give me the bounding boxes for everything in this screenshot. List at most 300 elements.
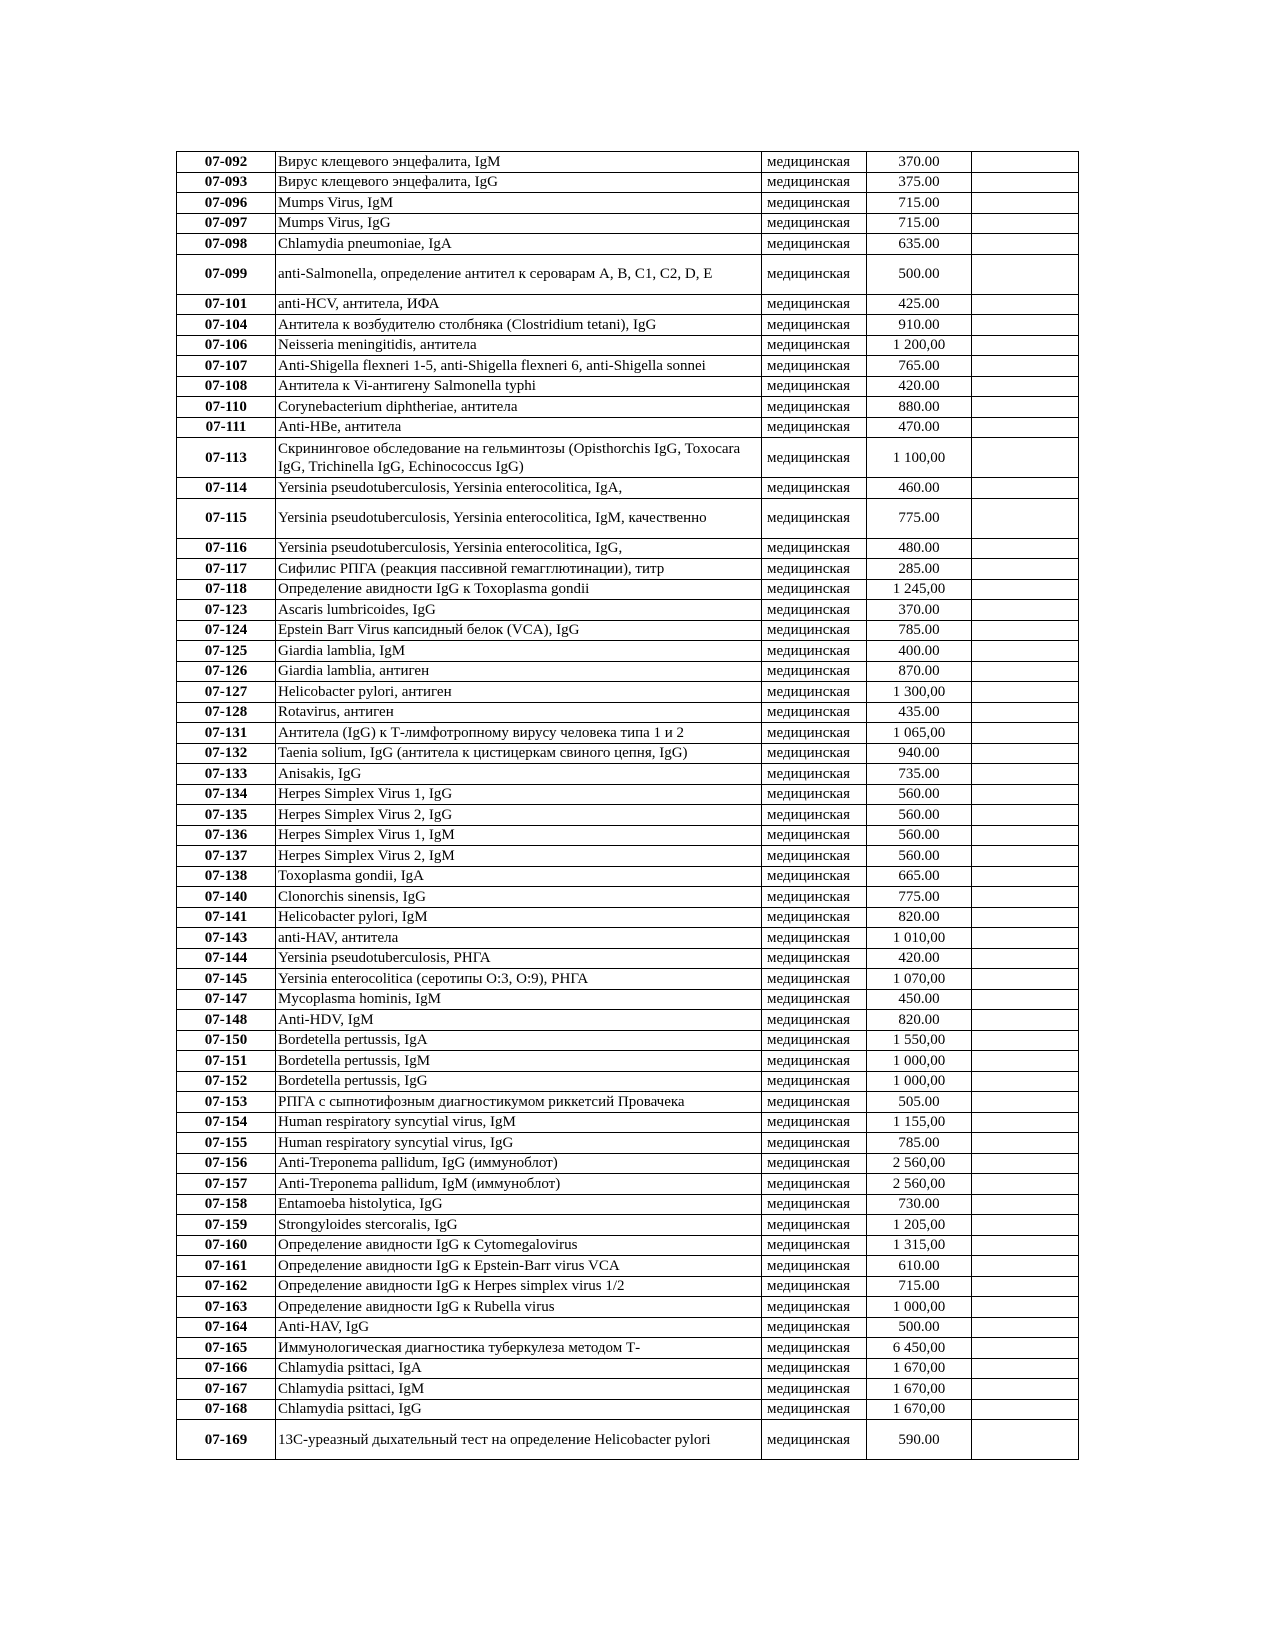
empty-cell xyxy=(972,600,1079,621)
service-code-cell: 07-107 xyxy=(177,356,276,377)
service-type-cell: медицинская xyxy=(762,1379,867,1400)
empty-cell xyxy=(972,1174,1079,1195)
service-code-cell: 07-134 xyxy=(177,784,276,805)
service-code-cell: 07-093 xyxy=(177,172,276,193)
service-code-cell: 07-096 xyxy=(177,193,276,214)
empty-cell xyxy=(972,1276,1079,1297)
service-price-cell: 1 670,00 xyxy=(867,1379,972,1400)
service-code-cell: 07-099 xyxy=(177,254,276,294)
service-name-cell: anti-HCV, антитела, ИФА xyxy=(276,294,762,315)
service-type-cell: медицинская xyxy=(762,376,867,397)
service-type-cell: медицинская xyxy=(762,1338,867,1359)
service-name-cell: Определение авидности IgG к Cytomegalovirus xyxy=(276,1235,762,1256)
service-name-cell: Bordetella pertussis, IgM xyxy=(276,1051,762,1072)
service-type-cell: медицинская xyxy=(762,1092,867,1113)
service-name-cell: Human respiratory syncytial virus, IgG xyxy=(276,1133,762,1154)
table-row xyxy=(177,397,1079,418)
service-code-cell: 07-152 xyxy=(177,1071,276,1092)
service-name-cell: Yersinia pseudotuberculosis, Yersinia enterocolitica, IgA, xyxy=(276,478,762,499)
empty-cell xyxy=(972,702,1079,723)
service-type-cell: медицинская xyxy=(762,784,867,805)
table-row xyxy=(177,1297,1079,1318)
service-type-cell: медицинская xyxy=(762,764,867,785)
service-type-cell: медицинская xyxy=(762,254,867,294)
service-price-cell: 1 010,00 xyxy=(867,928,972,949)
service-type-cell: медицинская xyxy=(762,702,867,723)
empty-cell xyxy=(972,1215,1079,1236)
empty-cell xyxy=(972,1112,1079,1133)
service-price-cell: 400.00 xyxy=(867,641,972,662)
service-price-cell: 1 205,00 xyxy=(867,1215,972,1236)
empty-cell xyxy=(972,1010,1079,1031)
service-price-cell: 285.00 xyxy=(867,559,972,580)
empty-cell xyxy=(972,193,1079,214)
service-code-cell: 07-165 xyxy=(177,1338,276,1359)
table-row xyxy=(177,723,1079,744)
service-price-cell: 715.00 xyxy=(867,213,972,234)
service-code-cell: 07-156 xyxy=(177,1153,276,1174)
service-name-cell: Anti-HDV, IgM xyxy=(276,1010,762,1031)
table-row xyxy=(177,1010,1079,1031)
service-price-cell: 940.00 xyxy=(867,743,972,764)
service-code-cell: 07-136 xyxy=(177,825,276,846)
service-price-cell: 1 670,00 xyxy=(867,1399,972,1420)
table-row xyxy=(177,579,1079,600)
service-name-cell: Определение авидности IgG к Epstein-Barr virus VCA xyxy=(276,1256,762,1277)
service-type-cell: медицинская xyxy=(762,1133,867,1154)
service-code-cell: 07-141 xyxy=(177,907,276,928)
service-price-cell: 6 450,00 xyxy=(867,1338,972,1359)
empty-cell xyxy=(972,846,1079,867)
empty-cell xyxy=(972,928,1079,949)
service-type-cell: медицинская xyxy=(762,1174,867,1195)
service-code-cell: 07-110 xyxy=(177,397,276,418)
service-price-cell: 730.00 xyxy=(867,1194,972,1215)
empty-cell xyxy=(972,1133,1079,1154)
service-type-cell: медицинская xyxy=(762,213,867,234)
service-price-cell: 1 000,00 xyxy=(867,1071,972,1092)
service-name-cell: anti-HAV, антитела xyxy=(276,928,762,949)
table-row xyxy=(177,1399,1079,1420)
service-type-cell: медицинская xyxy=(762,969,867,990)
service-price-cell: 820.00 xyxy=(867,1010,972,1031)
service-type-cell: медицинская xyxy=(762,743,867,764)
service-code-cell: 07-125 xyxy=(177,641,276,662)
service-name-cell: Скрининговое обследование на гельминтозы (Opisthorchis IgG, Toxocara IgG, Trichinella IgG, Echinococcus IgG) xyxy=(276,438,762,478)
table-row xyxy=(177,764,1079,785)
service-type-cell: медицинская xyxy=(762,538,867,559)
service-code-cell: 07-137 xyxy=(177,846,276,867)
service-price-cell: 910.00 xyxy=(867,315,972,336)
price-list-body xyxy=(177,152,1079,1460)
service-name-cell: Epstein Barr Virus капсидный белок (VCA), IgG xyxy=(276,620,762,641)
table-row xyxy=(177,152,1079,173)
empty-cell xyxy=(972,805,1079,826)
empty-cell xyxy=(972,1092,1079,1113)
service-code-cell: 07-123 xyxy=(177,600,276,621)
empty-cell xyxy=(972,948,1079,969)
service-price-cell: 785.00 xyxy=(867,1133,972,1154)
service-type-cell: медицинская xyxy=(762,335,867,356)
table-row xyxy=(177,928,1079,949)
empty-cell xyxy=(972,1297,1079,1318)
service-name-cell: Yersinia pseudotuberculosis, Yersinia enterocolitica, IgM, качественно xyxy=(276,498,762,538)
table-row xyxy=(177,1030,1079,1051)
service-type-cell: медицинская xyxy=(762,417,867,438)
service-price-cell: 375.00 xyxy=(867,172,972,193)
service-type-cell: медицинская xyxy=(762,315,867,336)
service-code-cell: 07-155 xyxy=(177,1133,276,1154)
service-type-cell: медицинская xyxy=(762,438,867,478)
service-price-cell: 420.00 xyxy=(867,948,972,969)
empty-cell xyxy=(972,356,1079,377)
service-price-cell: 610.00 xyxy=(867,1256,972,1277)
service-code-cell: 07-114 xyxy=(177,478,276,499)
service-price-cell: 425.00 xyxy=(867,294,972,315)
service-price-cell: 775.00 xyxy=(867,887,972,908)
service-code-cell: 07-159 xyxy=(177,1215,276,1236)
service-code-cell: 07-160 xyxy=(177,1235,276,1256)
service-price-cell: 635.00 xyxy=(867,234,972,255)
service-name-cell: Anti-Treponema pallidum, IgG (иммуноблот) xyxy=(276,1153,762,1174)
service-price-cell: 370.00 xyxy=(867,152,972,173)
empty-cell xyxy=(972,989,1079,1010)
empty-cell xyxy=(972,376,1079,397)
table-row xyxy=(177,172,1079,193)
service-type-cell: медицинская xyxy=(762,579,867,600)
empty-cell xyxy=(972,1235,1079,1256)
empty-cell xyxy=(972,417,1079,438)
empty-cell xyxy=(972,1358,1079,1379)
service-type-cell: медицинская xyxy=(762,193,867,214)
empty-cell xyxy=(972,397,1079,418)
table-row xyxy=(177,1153,1079,1174)
service-type-cell: медицинская xyxy=(762,1399,867,1420)
service-code-cell: 07-154 xyxy=(177,1112,276,1133)
service-name-cell: Helicobacter pylori, антиген xyxy=(276,682,762,703)
service-code-cell: 07-117 xyxy=(177,559,276,580)
service-name-cell: Neisseria meningitidis, антитела xyxy=(276,335,762,356)
service-name-cell: Chlamydia psittaci, IgM xyxy=(276,1379,762,1400)
service-price-cell: 370.00 xyxy=(867,600,972,621)
service-name-cell: Определение авидности IgG к Rubella virus xyxy=(276,1297,762,1318)
service-type-cell: медицинская xyxy=(762,559,867,580)
service-code-cell: 07-138 xyxy=(177,866,276,887)
service-name-cell: Strongyloides stercoralis, IgG xyxy=(276,1215,762,1236)
service-code-cell: 07-101 xyxy=(177,294,276,315)
empty-cell xyxy=(972,315,1079,336)
table-row xyxy=(177,1112,1079,1133)
empty-cell xyxy=(972,1379,1079,1400)
service-type-cell: медицинская xyxy=(762,397,867,418)
service-price-cell: 715.00 xyxy=(867,1276,972,1297)
service-code-cell: 07-111 xyxy=(177,417,276,438)
service-type-cell: медицинская xyxy=(762,172,867,193)
table-row xyxy=(177,254,1079,294)
table-row xyxy=(177,1133,1079,1154)
empty-cell xyxy=(972,784,1079,805)
table-row xyxy=(177,315,1079,336)
table-row xyxy=(177,887,1079,908)
service-type-cell: медицинская xyxy=(762,1153,867,1174)
service-name-cell: Helicobacter pylori, IgM xyxy=(276,907,762,928)
service-code-cell: 07-158 xyxy=(177,1194,276,1215)
table-row xyxy=(177,702,1079,723)
service-price-cell: 870.00 xyxy=(867,661,972,682)
service-price-cell: 785.00 xyxy=(867,620,972,641)
service-name-cell: Toxoplasma gondii, IgA xyxy=(276,866,762,887)
service-type-cell: медицинская xyxy=(762,1235,867,1256)
service-name-cell: Bordetella pertussis, IgA xyxy=(276,1030,762,1051)
service-code-cell: 07-150 xyxy=(177,1030,276,1051)
service-code-cell: 07-108 xyxy=(177,376,276,397)
table-row xyxy=(177,376,1079,397)
service-code-cell: 07-169 xyxy=(177,1420,276,1460)
service-name-cell: Anisakis, IgG xyxy=(276,764,762,785)
service-name-cell: Иммунологическая диагностика туберкулеза методом Т- xyxy=(276,1338,762,1359)
service-type-cell: медицинская xyxy=(762,600,867,621)
service-code-cell: 07-135 xyxy=(177,805,276,826)
service-type-cell: медицинская xyxy=(762,478,867,499)
service-price-cell: 735.00 xyxy=(867,764,972,785)
service-name-cell: Chlamydia pneumoniae, IgA xyxy=(276,234,762,255)
service-name-cell: Chlamydia psittaci, IgA xyxy=(276,1358,762,1379)
empty-cell xyxy=(972,254,1079,294)
empty-cell xyxy=(972,579,1079,600)
table-row xyxy=(177,907,1079,928)
table-row xyxy=(177,805,1079,826)
empty-cell xyxy=(972,661,1079,682)
table-row xyxy=(177,356,1079,377)
empty-cell xyxy=(972,498,1079,538)
service-name-cell: Anti-Treponema pallidum, IgM (иммуноблот) xyxy=(276,1174,762,1195)
service-type-cell: медицинская xyxy=(762,1276,867,1297)
service-name-cell: Ascaris lumbricoides, IgG xyxy=(276,600,762,621)
service-type-cell: медицинская xyxy=(762,498,867,538)
service-code-cell: 07-115 xyxy=(177,498,276,538)
empty-cell xyxy=(972,1399,1079,1420)
service-type-cell: медицинская xyxy=(762,846,867,867)
service-price-cell: 420.00 xyxy=(867,376,972,397)
empty-cell xyxy=(972,764,1079,785)
service-code-cell: 07-163 xyxy=(177,1297,276,1318)
service-name-cell: Herpes Simplex Virus 1, IgG xyxy=(276,784,762,805)
service-price-cell: 775.00 xyxy=(867,498,972,538)
table-row xyxy=(177,969,1079,990)
service-type-cell: медицинская xyxy=(762,1297,867,1318)
table-row xyxy=(177,743,1079,764)
empty-cell xyxy=(972,641,1079,662)
service-code-cell: 07-132 xyxy=(177,743,276,764)
service-price-cell: 1 315,00 xyxy=(867,1235,972,1256)
empty-cell xyxy=(972,1420,1079,1460)
service-name-cell: Human respiratory syncytial virus, IgM xyxy=(276,1112,762,1133)
service-code-cell: 07-106 xyxy=(177,335,276,356)
empty-cell xyxy=(972,152,1079,173)
table-row xyxy=(177,1256,1079,1277)
service-price-cell: 560.00 xyxy=(867,825,972,846)
table-row xyxy=(177,866,1079,887)
service-type-cell: медицинская xyxy=(762,682,867,703)
service-price-cell: 1 245,00 xyxy=(867,579,972,600)
service-code-cell: 07-118 xyxy=(177,579,276,600)
empty-cell xyxy=(972,213,1079,234)
table-row xyxy=(177,1215,1079,1236)
service-name-cell: Mumps Virus, IgG xyxy=(276,213,762,234)
service-price-cell: 880.00 xyxy=(867,397,972,418)
service-code-cell: 07-162 xyxy=(177,1276,276,1297)
service-price-cell: 765.00 xyxy=(867,356,972,377)
service-type-cell: медицинская xyxy=(762,1420,867,1460)
service-type-cell: медицинская xyxy=(762,723,867,744)
table-row xyxy=(177,1194,1079,1215)
service-type-cell: медицинская xyxy=(762,948,867,969)
service-type-cell: медицинская xyxy=(762,989,867,1010)
service-price-cell: 1 000,00 xyxy=(867,1051,972,1072)
table-row xyxy=(177,213,1079,234)
service-name-cell: РПГА с сыпнотифозным диагностикумом риккетсий Провачека xyxy=(276,1092,762,1113)
empty-cell xyxy=(972,1071,1079,1092)
table-row xyxy=(177,1420,1079,1460)
service-name-cell: Giardia lamblia, IgM xyxy=(276,641,762,662)
table-row xyxy=(177,600,1079,621)
service-price-cell: 470.00 xyxy=(867,417,972,438)
service-price-cell: 460.00 xyxy=(867,478,972,499)
service-code-cell: 07-168 xyxy=(177,1399,276,1420)
service-price-cell: 1 300,00 xyxy=(867,682,972,703)
service-type-cell: медицинская xyxy=(762,1317,867,1338)
service-name-cell: Mumps Virus, IgM xyxy=(276,193,762,214)
service-price-cell: 665.00 xyxy=(867,866,972,887)
service-price-cell: 1 155,00 xyxy=(867,1112,972,1133)
table-row xyxy=(177,538,1079,559)
table-row xyxy=(177,335,1079,356)
service-type-cell: медицинская xyxy=(762,1256,867,1277)
service-price-cell: 2 560,00 xyxy=(867,1153,972,1174)
table-row xyxy=(177,1071,1079,1092)
table-row xyxy=(177,825,1079,846)
service-name-cell: Определение авидности IgG к Toxoplasma gondii xyxy=(276,579,762,600)
service-type-cell: медицинская xyxy=(762,928,867,949)
service-price-cell: 480.00 xyxy=(867,538,972,559)
service-price-cell: 820.00 xyxy=(867,907,972,928)
service-name-cell: Определение авидности IgG к Herpes simplex virus 1/2 xyxy=(276,1276,762,1297)
service-price-cell: 435.00 xyxy=(867,702,972,723)
table-row xyxy=(177,234,1079,255)
empty-cell xyxy=(972,1256,1079,1277)
table-row xyxy=(177,193,1079,214)
price-list-table xyxy=(176,151,1079,1460)
table-row xyxy=(177,1317,1079,1338)
service-name-cell: Yersinia enterocolitica (серотипы О:3, О:9), РНГА xyxy=(276,969,762,990)
table-row xyxy=(177,948,1079,969)
service-name-cell: Bordetella pertussis, IgG xyxy=(276,1071,762,1092)
service-price-cell: 590.00 xyxy=(867,1420,972,1460)
service-code-cell: 07-145 xyxy=(177,969,276,990)
service-name-cell: Mycoplasma hominis, IgM xyxy=(276,989,762,1010)
service-code-cell: 07-092 xyxy=(177,152,276,173)
table-row xyxy=(177,417,1079,438)
empty-cell xyxy=(972,335,1079,356)
service-name-cell: Chlamydia psittaci, IgG xyxy=(276,1399,762,1420)
service-price-cell: 1 065,00 xyxy=(867,723,972,744)
service-type-cell: медицинская xyxy=(762,1112,867,1133)
table-row xyxy=(177,620,1079,641)
service-name-cell: Herpes Simplex Virus 2, IgM xyxy=(276,846,762,867)
service-price-cell: 1 550,00 xyxy=(867,1030,972,1051)
service-name-cell: Вирус клещевого энцефалита, IgM xyxy=(276,152,762,173)
service-price-cell: 1 100,00 xyxy=(867,438,972,478)
service-type-cell: медицинская xyxy=(762,1215,867,1236)
service-code-cell: 07-167 xyxy=(177,1379,276,1400)
service-code-cell: 07-143 xyxy=(177,928,276,949)
table-row xyxy=(177,559,1079,580)
table-row xyxy=(177,784,1079,805)
service-code-cell: 07-161 xyxy=(177,1256,276,1277)
empty-cell xyxy=(972,1317,1079,1338)
service-price-cell: 560.00 xyxy=(867,846,972,867)
service-code-cell: 07-144 xyxy=(177,948,276,969)
service-name-cell: Giardia lamblia, антиген xyxy=(276,661,762,682)
service-price-cell: 715.00 xyxy=(867,193,972,214)
table-row xyxy=(177,1092,1079,1113)
service-name-cell: Herpes Simplex Virus 2, IgG xyxy=(276,805,762,826)
service-code-cell: 07-164 xyxy=(177,1317,276,1338)
service-type-cell: медицинская xyxy=(762,234,867,255)
service-price-cell: 2 560,00 xyxy=(867,1174,972,1195)
table-row xyxy=(177,682,1079,703)
service-code-cell: 07-098 xyxy=(177,234,276,255)
service-name-cell: Сифилис РПГА (реакция пассивной гемагглютинации), титр xyxy=(276,559,762,580)
service-type-cell: медицинская xyxy=(762,1358,867,1379)
service-code-cell: 07-126 xyxy=(177,661,276,682)
empty-cell xyxy=(972,1153,1079,1174)
service-code-cell: 07-133 xyxy=(177,764,276,785)
service-type-cell: медицинская xyxy=(762,620,867,641)
service-name-cell: Антитела к возбудителю столбняка (Clostridium tetani), IgG xyxy=(276,315,762,336)
empty-cell xyxy=(972,743,1079,764)
service-code-cell: 07-166 xyxy=(177,1358,276,1379)
service-code-cell: 07-140 xyxy=(177,887,276,908)
service-price-cell: 1 200,00 xyxy=(867,335,972,356)
service-price-cell: 560.00 xyxy=(867,784,972,805)
table-row xyxy=(177,661,1079,682)
service-type-cell: медицинская xyxy=(762,641,867,662)
empty-cell xyxy=(972,1030,1079,1051)
empty-cell xyxy=(972,825,1079,846)
service-type-cell: медицинская xyxy=(762,152,867,173)
table-row xyxy=(177,989,1079,1010)
empty-cell xyxy=(972,969,1079,990)
empty-cell xyxy=(972,172,1079,193)
service-price-cell: 500.00 xyxy=(867,1317,972,1338)
table-row xyxy=(177,478,1079,499)
service-price-cell: 1 670,00 xyxy=(867,1358,972,1379)
service-code-cell: 07-097 xyxy=(177,213,276,234)
service-name-cell: Taenia solium, IgG (антитела к цистицеркам свиного цепня, IgG) xyxy=(276,743,762,764)
service-name-cell: Corynebacterium diphtheriae, антитела xyxy=(276,397,762,418)
service-code-cell: 07-157 xyxy=(177,1174,276,1195)
service-type-cell: медицинская xyxy=(762,294,867,315)
service-type-cell: медицинская xyxy=(762,1051,867,1072)
empty-cell xyxy=(972,1194,1079,1215)
service-name-cell: Yersinia pseudotuberculosis, Yersinia enterocolitica, IgG, xyxy=(276,538,762,559)
service-name-cell: Entamoeba histolytica, IgG xyxy=(276,1194,762,1215)
service-code-cell: 07-116 xyxy=(177,538,276,559)
service-name-cell: Rotavirus, антиген xyxy=(276,702,762,723)
table-row xyxy=(177,498,1079,538)
service-price-cell: 505.00 xyxy=(867,1092,972,1113)
